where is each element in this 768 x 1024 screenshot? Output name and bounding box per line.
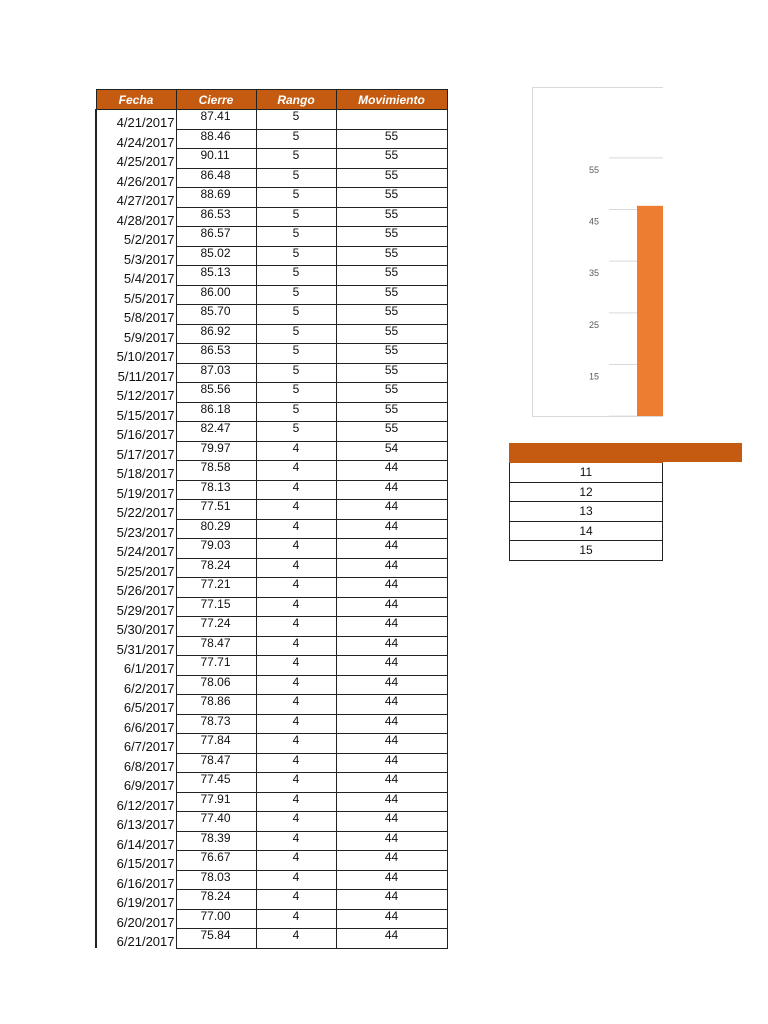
cierre-cell[interactable]: 77.84 [176, 734, 256, 754]
fecha-cell[interactable]: 5/18/2017 [96, 461, 176, 481]
table-row [96, 168, 447, 188]
side-table [509, 443, 663, 561]
cierre-cell[interactable]: 79.97 [176, 441, 256, 461]
cierre-cell[interactable]: 77.71 [176, 656, 256, 676]
movimiento-cell[interactable]: 55 [336, 305, 447, 325]
fecha-cell[interactable]: 5/4/2017 [96, 266, 176, 286]
rango-cell[interactable]: 5 [256, 207, 336, 227]
rango-cell[interactable]: 4 [256, 890, 336, 910]
rango-cell[interactable]: 5 [256, 227, 336, 247]
fecha-cell[interactable]: 5/22/2017 [96, 500, 176, 520]
movimiento-cell[interactable]: 44 [336, 597, 447, 617]
rango-cell[interactable]: 4 [256, 617, 336, 637]
fecha-cell[interactable]: 5/3/2017 [96, 246, 176, 266]
fecha-cell[interactable]: 5/23/2017 [96, 519, 176, 539]
rango-cell[interactable]: 4 [256, 500, 336, 520]
table-row [96, 675, 447, 695]
header-fecha[interactable]: Fecha [96, 90, 176, 110]
movimiento-cell[interactable]: 44 [336, 890, 447, 910]
cierre-cell[interactable]: 77.91 [176, 792, 256, 812]
rango-cell[interactable]: 4 [256, 578, 336, 598]
side-table-cell[interactable]: 15 [510, 541, 663, 561]
movimiento-cell[interactable]: 54 [336, 441, 447, 461]
bar-cantidad[interactable] [637, 206, 663, 417]
cierre-cell[interactable]: 78.06 [176, 675, 256, 695]
rango-cell[interactable]: 4 [256, 929, 336, 949]
fecha-cell[interactable]: 5/11/2017 [96, 363, 176, 383]
fecha-cell[interactable]: 5/30/2017 [96, 617, 176, 637]
table-row [96, 636, 447, 656]
fecha-cell[interactable]: 6/1/2017 [96, 656, 176, 676]
fecha-cell[interactable]: 6/19/2017 [96, 890, 176, 910]
fecha-cell[interactable]: 6/8/2017 [96, 753, 176, 773]
table-row [96, 285, 447, 305]
rango-cell[interactable]: 5 [256, 188, 336, 208]
table-row [96, 714, 447, 734]
table-row [96, 402, 447, 422]
fecha-cell[interactable]: 5/10/2017 [96, 344, 176, 364]
cierre-cell[interactable]: 78.47 [176, 753, 256, 773]
y-tick-label: 35 [588, 268, 599, 279]
price-table-header [96, 90, 447, 110]
fecha-cell[interactable]: 6/20/2017 [96, 909, 176, 929]
side-table-header [510, 444, 663, 463]
table-row [96, 851, 447, 871]
side-table-cell[interactable]: 11 [510, 463, 663, 483]
cierre-cell[interactable]: 90.11 [176, 149, 256, 169]
rango-cell[interactable]: 5 [256, 129, 336, 149]
cierre-cell[interactable]: 78.24 [176, 558, 256, 578]
rango-cell[interactable]: 4 [256, 753, 336, 773]
cierre-cell[interactable]: 87.03 [176, 363, 256, 383]
fecha-cell[interactable]: 5/8/2017 [96, 305, 176, 325]
movimiento-cell[interactable]: 44 [336, 792, 447, 812]
cierre-cell[interactable]: 76.67 [176, 851, 256, 871]
cierre-cell[interactable]: 77.15 [176, 597, 256, 617]
rango-cell[interactable]: 5 [256, 266, 336, 286]
cierre-cell[interactable]: 75.84 [176, 929, 256, 949]
cierre-cell[interactable]: 77.40 [176, 812, 256, 832]
fecha-cell[interactable]: 5/17/2017 [96, 441, 176, 461]
fecha-cell[interactable]: 4/28/2017 [96, 207, 176, 227]
cierre-cell[interactable]: 78.03 [176, 870, 256, 890]
movimiento-cell[interactable]: 55 [336, 383, 447, 403]
cierre-cell[interactable]: 77.45 [176, 773, 256, 793]
table-row [96, 422, 447, 442]
cierre-cell[interactable]: 78.13 [176, 480, 256, 500]
rango-cell[interactable]: 5 [256, 149, 336, 169]
movimiento-cell[interactable]: 55 [336, 168, 447, 188]
cierre-cell[interactable]: 79.03 [176, 539, 256, 559]
fecha-cell[interactable]: 5/19/2017 [96, 480, 176, 500]
table-row [96, 188, 447, 208]
movimiento-cell[interactable]: 44 [336, 734, 447, 754]
table-row [96, 656, 447, 676]
rango-cell[interactable]: 5 [256, 422, 336, 442]
header-movimiento[interactable]: Movimiento [336, 90, 447, 110]
rango-cell[interactable]: 4 [256, 714, 336, 734]
fecha-cell[interactable]: 6/15/2017 [96, 851, 176, 871]
movimiento-cell[interactable]: 44 [336, 480, 447, 500]
movimiento-cell[interactable]: 44 [336, 812, 447, 832]
rango-cell[interactable]: 4 [256, 441, 336, 461]
table-row [510, 502, 663, 522]
cierre-cell[interactable]: 78.39 [176, 831, 256, 851]
table-row [96, 149, 447, 169]
fecha-cell[interactable]: 5/31/2017 [96, 636, 176, 656]
movimiento-cell[interactable]: 55 [336, 227, 447, 247]
cierre-cell[interactable]: 86.48 [176, 168, 256, 188]
fecha-cell[interactable]: 4/21/2017 [96, 110, 176, 130]
table-row [96, 909, 447, 929]
rango-cell[interactable]: 4 [256, 519, 336, 539]
movimiento-cell[interactable]: 44 [336, 636, 447, 656]
fecha-cell[interactable]: 6/12/2017 [96, 792, 176, 812]
cierre-cell[interactable]: 77.24 [176, 617, 256, 637]
movimiento-cell[interactable]: 44 [336, 831, 447, 851]
cierre-cell[interactable]: 86.92 [176, 324, 256, 344]
rango-cell[interactable]: 4 [256, 792, 336, 812]
movimiento-cell[interactable]: 44 [336, 695, 447, 715]
fecha-cell[interactable]: 4/24/2017 [96, 129, 176, 149]
table-row [96, 578, 447, 598]
cierre-cell[interactable]: 77.51 [176, 500, 256, 520]
fecha-cell[interactable]: 5/16/2017 [96, 422, 176, 442]
movimiento-cell[interactable]: 44 [336, 617, 447, 637]
side-table-cell[interactable]: 12 [510, 482, 663, 502]
rango-cell[interactable]: 4 [256, 909, 336, 929]
movimiento-cell[interactable]: 44 [336, 519, 447, 539]
fecha-cell[interactable]: 6/21/2017 [96, 929, 176, 949]
table-row [96, 500, 447, 520]
cierre-cell[interactable]: 85.02 [176, 246, 256, 266]
table-row [96, 207, 447, 227]
table-row [96, 266, 447, 286]
table-row [96, 617, 447, 637]
fecha-cell[interactable]: 5/25/2017 [96, 558, 176, 578]
cierre-cell[interactable]: 86.53 [176, 344, 256, 364]
table-row [96, 461, 447, 481]
y-tick-label: 25 [588, 319, 599, 330]
movimiento-cell[interactable]: 44 [336, 773, 447, 793]
rango-cell[interactable]: 5 [256, 110, 336, 130]
table-row [96, 441, 447, 461]
cierre-cell[interactable]: 77.00 [176, 909, 256, 929]
rango-cell[interactable]: 5 [256, 324, 336, 344]
side-table-cell[interactable]: 14 [510, 521, 663, 541]
cierre-cell[interactable]: 77.21 [176, 578, 256, 598]
rango-cell[interactable]: 5 [256, 402, 336, 422]
table-row [96, 792, 447, 812]
rango-cell[interactable]: 4 [256, 773, 336, 793]
rango-cell[interactable]: 4 [256, 480, 336, 500]
movimiento-cell[interactable]: 55 [336, 246, 447, 266]
y-tick-label: 55 [588, 164, 599, 175]
table-row [96, 324, 447, 344]
movimiento-cell[interactable]: 44 [336, 714, 447, 734]
movimiento-cell[interactable]: 55 [336, 285, 447, 305]
movimiento-cell[interactable]: 55 [336, 363, 447, 383]
side-table-header-extension [663, 443, 742, 462]
cierre-cell[interactable]: 78.86 [176, 695, 256, 715]
cierre-cell[interactable]: 78.73 [176, 714, 256, 734]
cierre-cell[interactable]: 88.69 [176, 188, 256, 208]
fecha-cell[interactable]: 5/5/2017 [96, 285, 176, 305]
table-row [96, 558, 447, 578]
movimiento-cell[interactable]: 44 [336, 675, 447, 695]
rango-cell[interactable]: 5 [256, 344, 336, 364]
cierre-cell[interactable]: 86.53 [176, 207, 256, 227]
fecha-cell[interactable]: 5/24/2017 [96, 539, 176, 559]
movimiento-cell[interactable]: 55 [336, 324, 447, 344]
movimiento-cell[interactable]: 55 [336, 402, 447, 422]
table-row [96, 344, 447, 364]
fecha-cell[interactable]: 5/26/2017 [96, 578, 176, 598]
cierre-cell[interactable]: 86.00 [176, 285, 256, 305]
table-row [96, 383, 447, 403]
table-row [96, 227, 447, 247]
cierre-cell[interactable]: 80.29 [176, 519, 256, 539]
table-row [96, 831, 447, 851]
table-row [96, 539, 447, 559]
fecha-cell[interactable]: 5/29/2017 [96, 597, 176, 617]
cierre-cell[interactable]: 78.58 [176, 461, 256, 481]
table-row [96, 890, 447, 910]
fecha-cell[interactable]: 6/2/2017 [96, 675, 176, 695]
movimiento-cell[interactable]: 44 [336, 870, 447, 890]
cierre-cell[interactable]: 86.57 [176, 227, 256, 247]
bar-chart [533, 88, 663, 417]
chart-panel[interactable] [532, 87, 663, 417]
rango-cell[interactable]: 4 [256, 675, 336, 695]
rango-cell[interactable]: 4 [256, 695, 336, 715]
table-row [96, 734, 447, 754]
movimiento-cell[interactable]: 44 [336, 851, 447, 871]
rango-cell[interactable]: 5 [256, 246, 336, 266]
fecha-cell[interactable]: 6/13/2017 [96, 812, 176, 832]
rango-cell[interactable]: 4 [256, 656, 336, 676]
header-cierre[interactable]: Cierre [176, 90, 256, 110]
fecha-cell[interactable]: 4/27/2017 [96, 188, 176, 208]
rango-cell[interactable]: 4 [256, 539, 336, 559]
movimiento-cell[interactable]: 44 [336, 929, 447, 949]
movimiento-cell[interactable]: 44 [336, 500, 447, 520]
movimiento-cell[interactable]: 55 [336, 422, 447, 442]
rango-cell[interactable]: 5 [256, 285, 336, 305]
movimiento-cell[interactable]: 44 [336, 753, 447, 773]
table-row [96, 773, 447, 793]
price-table [95, 89, 448, 949]
cierre-cell[interactable]: 78.47 [176, 636, 256, 656]
table-row [96, 110, 447, 130]
fecha-cell[interactable]: 6/6/2017 [96, 714, 176, 734]
movimiento-cell[interactable]: 44 [336, 656, 447, 676]
table-row [96, 695, 447, 715]
rango-cell[interactable]: 4 [256, 734, 336, 754]
table-row [96, 929, 447, 949]
rango-cell[interactable]: 5 [256, 305, 336, 325]
cierre-cell[interactable]: 85.13 [176, 266, 256, 286]
rango-cell[interactable]: 4 [256, 558, 336, 578]
side-table-cell[interactable]: 13 [510, 502, 663, 522]
cierre-cell[interactable]: 85.70 [176, 305, 256, 325]
table-row [96, 305, 447, 325]
movimiento-cell[interactable] [336, 110, 447, 130]
rango-cell[interactable]: 4 [256, 636, 336, 656]
table-row [96, 363, 447, 383]
movimiento-cell[interactable]: 44 [336, 461, 447, 481]
table-row [510, 521, 663, 541]
fecha-cell[interactable]: 5/9/2017 [96, 324, 176, 344]
rango-cell[interactable]: 5 [256, 383, 336, 403]
table-row [96, 519, 447, 539]
fecha-cell[interactable]: 6/14/2017 [96, 831, 176, 851]
rango-cell[interactable]: 4 [256, 870, 336, 890]
movimiento-cell[interactable]: 55 [336, 129, 447, 149]
movimiento-cell[interactable]: 55 [336, 207, 447, 227]
table-row [96, 480, 447, 500]
fecha-cell[interactable]: 6/16/2017 [96, 870, 176, 890]
table-row [96, 753, 447, 773]
fecha-cell[interactable]: 4/25/2017 [96, 149, 176, 169]
rango-cell[interactable]: 4 [256, 812, 336, 832]
table-row [96, 246, 447, 266]
rango-cell[interactable]: 4 [256, 831, 336, 851]
cierre-cell[interactable]: 87.41 [176, 110, 256, 130]
movimiento-cell[interactable]: 44 [336, 558, 447, 578]
rango-cell[interactable]: 4 [256, 597, 336, 617]
rango-cell[interactable]: 5 [256, 168, 336, 188]
movimiento-cell[interactable]: 55 [336, 266, 447, 286]
y-tick-label: 45 [588, 216, 599, 227]
cierre-cell[interactable]: 78.24 [176, 890, 256, 910]
movimiento-cell[interactable]: 44 [336, 539, 447, 559]
movimiento-cell[interactable]: 44 [336, 578, 447, 598]
table-row [96, 129, 447, 149]
cierre-cell[interactable]: 88.46 [176, 129, 256, 149]
header-rango[interactable]: Rango [256, 90, 336, 110]
fecha-cell[interactable]: 6/7/2017 [96, 734, 176, 754]
rango-cell[interactable]: 5 [256, 363, 336, 383]
table-row [510, 541, 663, 561]
rango-cell[interactable]: 4 [256, 851, 336, 871]
cierre-cell[interactable]: 82.47 [176, 422, 256, 442]
movimiento-cell[interactable]: 55 [336, 344, 447, 364]
table-row [510, 482, 663, 502]
table-row [96, 812, 447, 832]
fecha-cell[interactable]: 5/12/2017 [96, 383, 176, 403]
y-tick-label: 15 [588, 371, 599, 382]
rango-cell[interactable]: 4 [256, 461, 336, 481]
table-row [510, 463, 663, 483]
movimiento-cell[interactable]: 44 [336, 909, 447, 929]
cierre-cell[interactable]: 85.56 [176, 383, 256, 403]
table-row [96, 597, 447, 617]
fecha-cell[interactable]: 4/26/2017 [96, 168, 176, 188]
movimiento-cell[interactable]: 55 [336, 149, 447, 169]
movimiento-cell[interactable]: 55 [336, 188, 447, 208]
cierre-cell[interactable]: 86.18 [176, 402, 256, 422]
fecha-cell[interactable]: 6/5/2017 [96, 695, 176, 715]
fecha-cell[interactable]: 5/2/2017 [96, 227, 176, 247]
fecha-cell[interactable]: 5/15/2017 [96, 402, 176, 422]
table-row [96, 870, 447, 890]
fecha-cell[interactable]: 6/9/2017 [96, 773, 176, 793]
